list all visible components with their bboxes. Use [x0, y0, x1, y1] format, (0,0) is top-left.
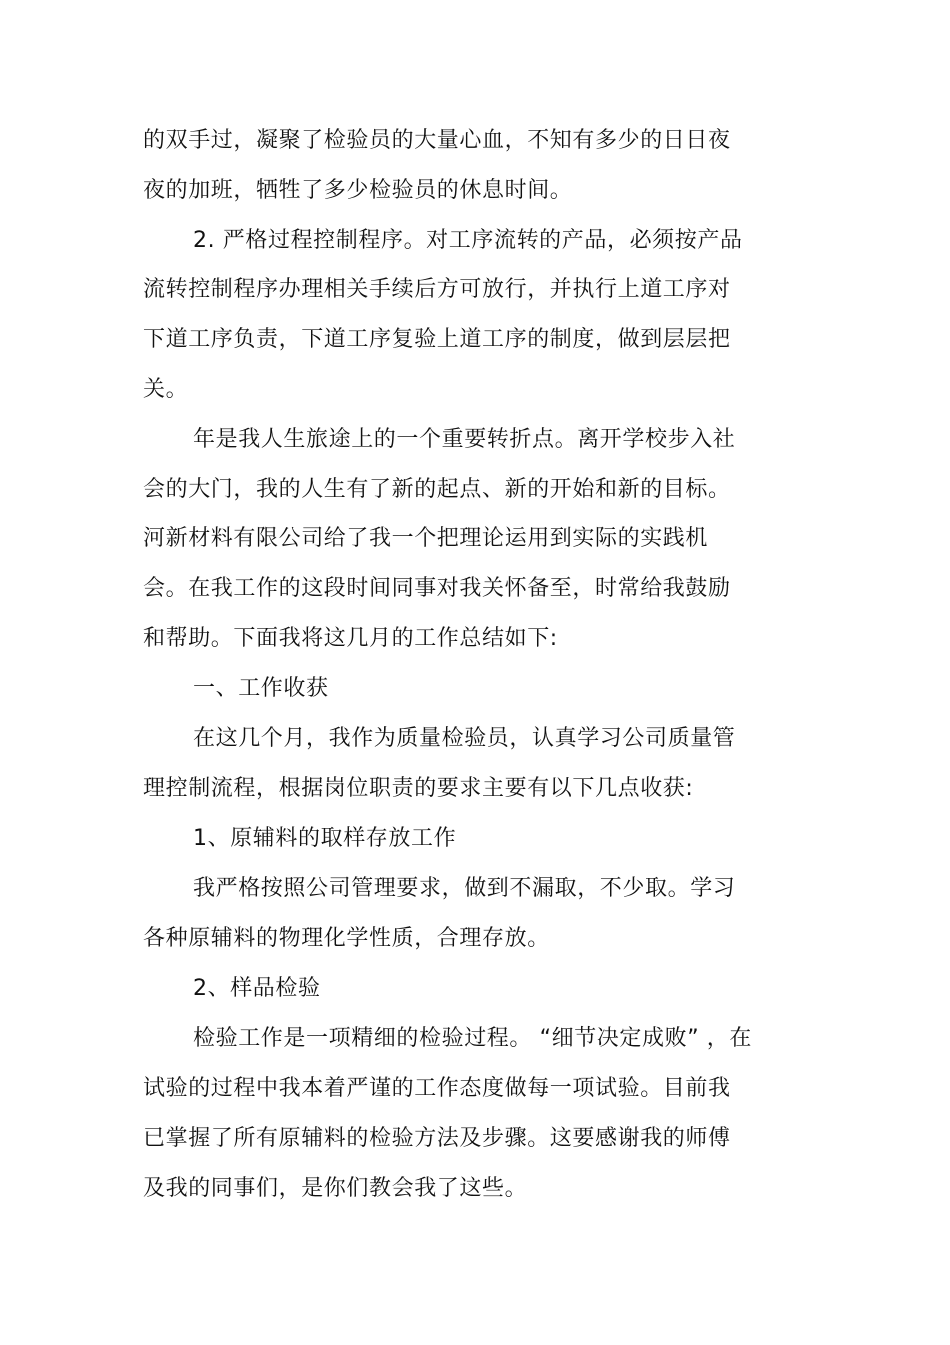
- text-line: 试验的过程中我本着严谨的工作态度做每一项试验。目前我: [143, 1076, 731, 1101]
- text-line: 检验工作是一项精细的检验过程。 “细节决定成败” ，在: [193, 1026, 752, 1051]
- text-line: 会的大门，我的人生有了新的起点、新的开始和新的目标。: [143, 477, 731, 502]
- text-line: 流转控制程序办理相关手续后方可放行，并执行上道工序对: [143, 277, 731, 302]
- text-line: 各种原辅料的物理化学性质，合理存放。: [143, 926, 550, 951]
- text-line: 已掌握了所有原辅料的检验方法及步骤。这要感谢我的师傅: [143, 1126, 731, 1151]
- subsection-heading: 1、原辅料的取样存放工作: [193, 826, 457, 851]
- text-line: 和帮助。下面我将这几月的工作总结如下:: [143, 626, 558, 651]
- text-line: 夜的加班，牺牲了多少检验员的休息时间。: [143, 178, 573, 203]
- section-heading: 一、工作收获: [193, 676, 329, 701]
- text-line: 我严格按照公司管理要求，做到不漏取，不少取。学习: [193, 876, 736, 901]
- text-line: 在这几个月，我作为质量检验员，认真学习公司质量管: [193, 726, 736, 751]
- subsection-heading: 2、样品检验: [193, 976, 321, 1001]
- text-line: 会。在我工作的这段时间同事对我关怀备至，时常给我鼓励: [143, 576, 731, 601]
- text-line: 及我的同事们，是你们教会我了这些。: [143, 1176, 528, 1201]
- text-line: 年是我人生旅途上的一个重要转折点。离开学校步入社: [193, 427, 736, 452]
- text-line: 的双手过，凝聚了检验员的大量心血，不知有多少的日日夜: [143, 128, 731, 153]
- text-line: 下道工序负责，下道工序复验上道工序的制度，做到层层把: [143, 327, 731, 352]
- text-line: 理控制流程，根据岗位职责的要求主要有以下几点收获:: [143, 776, 694, 801]
- text-line: 2. 严格过程控制程序。对工序流转的产品，必须按产品: [193, 228, 743, 253]
- text-line: 河新材料有限公司给了我一个把理论运用到实际的实践机: [143, 526, 709, 551]
- text-line: 关。: [143, 377, 189, 402]
